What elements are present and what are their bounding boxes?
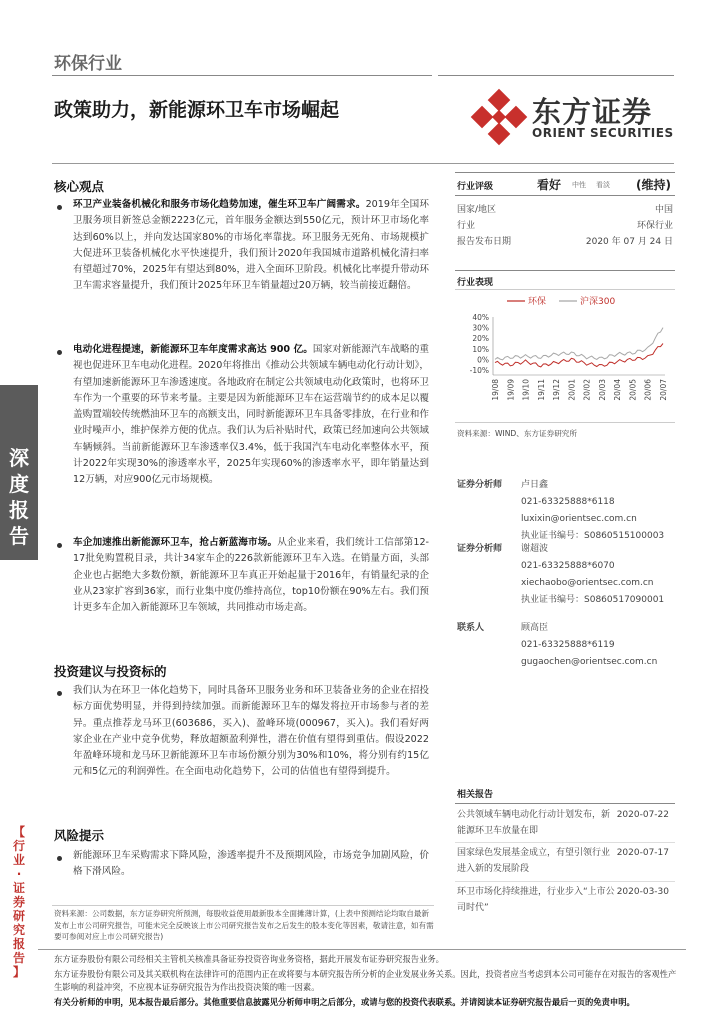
core-paragraph-2 <box>73 342 429 489</box>
series-line-hs300 <box>495 328 663 360</box>
related-heading: 相关报告 <box>457 790 494 800</box>
footer-line-2: 东方证券股份有限公司及其关联机构在法律许可的范围内正在或将要与本研究报告所分析的企业发展业务关系。因此，投资者应当考虑到本公司可能存在对报告的客观性产生影响的利益冲突，不应视本证券研究报告为作出投资决策的唯一因素。 <box>54 969 677 992</box>
analyst-phone: 021-63325888*6118 <box>521 497 615 507</box>
bullet-icon <box>57 543 62 548</box>
category-char: 【 <box>12 825 25 839</box>
y-tick-label: 10% <box>472 344 489 354</box>
y-tick-label: -10% <box>469 366 489 375</box>
related-title[interactable]: 国家绿色发展基金成立，有望引领行业进入新的发展阶段 <box>457 848 611 874</box>
risk-paragraph: 新能源环卫车采购需求下降风险，渗透率提升不及预期风险，市场竞争加剧风险，价格下滑风险。 <box>73 850 429 878</box>
report-type-char: 报 <box>9 498 29 522</box>
related-item[interactable] <box>457 807 673 839</box>
category-char: 业 <box>12 853 25 867</box>
rating-bottom-divider <box>455 195 675 196</box>
core-p2-body: 国家对新能源汽车战略的重视也促进环卫车电动化进程。2020年将推出《推动公共领域车辆电动化行动计划》，有望加速新能源环卫车渗透速度。各地政府在制定公共领域电动化政策时，也将环卫车作为一个重要的环节来考量。主要是因为新能源环卫车在运营端节约的成本足以覆盖购置端较传统燃油环卫车的高额支出，同时新能源环卫车具备零排放，在行业和作业时噪声小，维护保养方便的优点。我们认为后补贴时代，政策已经加速向公共领域车辆倾斜。当前新能源环卫车渗透率仅3.4%，低于我国汽车电动化率整体水平，预计2022年实现30%的渗透率水平，2025年实现60%的渗透率水平，即年销量达到12万辆，对应900亿元市场规模。 <box>73 344 429 486</box>
analyst-block <box>521 477 664 545</box>
x-tick-label: 19/10 <box>521 379 531 401</box>
category-char: 行 <box>12 839 25 853</box>
analyst-role: 证券分析师 <box>457 480 503 490</box>
bullet-icon <box>57 205 62 210</box>
invest-paragraph: 我们认为在环卫一体化趋势下，同时具备环卫服务业务和环卫装备业务的企业在招投标方面优势明显，并得到持续加强。而新能源环卫车的爆发将拉开市场参与者的差异。重点推荐龙马环卫(603686，买入)、盈峰环境(000967，买入)。我们看好两家企业在产业中竞争优势，释放超额盈利弹性，潜在价值有望得到重估。假设2022年盈峰环境和龙马环卫新能源环卫车市场份额分别为30%和10%，将分别有约15亿元和5亿元的利润弹性。在全面电动化趋势下，公司的估值也有望得到提升。 <box>73 685 429 778</box>
related-item[interactable] <box>457 845 673 877</box>
info-row <box>457 202 673 216</box>
analyst-cert: 执业证书编号：S0860517090001 <box>521 595 665 605</box>
category-char: 究 <box>12 923 25 937</box>
footnote: 资料来源：公司数据，东方证券研究所预测，每股收益使用最新股本全面摊薄计算，(上表中预测结论均取自最新发布上市公司研究报告，可能未完全反映该上市公司研究报告发布之后发生的股本变化等因素，敬请注意，如有需要可参阅对应上市公司研究报告) <box>54 909 434 941</box>
risk-heading: 风险提示 <box>54 828 105 843</box>
rating-top-divider <box>455 172 675 173</box>
rating-label: 行业评级 <box>457 182 494 192</box>
chart-source-divider <box>455 422 675 423</box>
core-paragraph-3 <box>73 535 429 616</box>
contact-phone: 021-63325888*6119 <box>521 640 615 650</box>
rating-row <box>455 176 675 196</box>
invest-heading: 投资建议与投资标的 <box>54 664 167 679</box>
x-tick-label: 20/06 <box>643 379 653 401</box>
x-tick-label: 20/05 <box>628 379 638 401</box>
x-tick-label: 19/08 <box>491 379 500 401</box>
footer-line-1: 东方证券股份有限公司经相关主管机关核准具备证券投资咨询业务资格，据此开展发布证券研究报告业务。 <box>54 954 444 964</box>
series-line-env <box>495 344 663 367</box>
category-char: 券 <box>12 895 25 909</box>
analyst-email[interactable]: xiechaobo@orientsec.com.cn <box>521 578 654 588</box>
analyst-name: 谢超波 <box>521 544 549 554</box>
y-tick-label: 40% <box>472 313 489 322</box>
info-row <box>457 234 673 248</box>
category-char: 告 <box>12 951 25 965</box>
logo-text-en: ORIENT SECURITIES <box>532 126 674 140</box>
x-tick-label: 20/01 <box>567 379 577 401</box>
x-tick-label: 19/09 <box>506 379 516 401</box>
category-char: · <box>16 867 22 881</box>
analyst-phone: 021-63325888*6070 <box>521 561 615 571</box>
chart-source: 资料来源：WIND、东方证券研究所 <box>457 429 577 438</box>
industry-label: 环保行业 <box>54 54 122 74</box>
related-date: 2020-07-17 <box>616 848 669 858</box>
legend-label-hs300: 沪深300 <box>580 297 616 307</box>
related-row-divider <box>455 842 675 843</box>
core-p3-lead: 车企加速推出新能源环卫车，抢占新蓝海市场。 <box>73 537 278 548</box>
perf-heading: 行业表现 <box>457 278 494 288</box>
related-date: 2020-07-22 <box>616 810 669 820</box>
category-char: 】 <box>12 965 25 979</box>
analyst-block <box>521 541 664 609</box>
report-type-char: 深 <box>9 446 29 470</box>
x-tick-label: 19/12 <box>552 379 562 401</box>
x-tick-label: 20/03 <box>597 379 607 401</box>
contact-name: 顾高臣 <box>521 623 549 633</box>
footnote-divider <box>52 905 434 906</box>
core-p1-body: 2019年全国环卫服务项目新签总金额2223亿元，首年服务金额达到550亿元，预计环卫市场化率达到60%以上，并向发达国家80%的市场化率靠拢。环卫服务无死角、市场规模扩大促进环卫装备机械化水平快速提升，我们预计2020年我国城市道路机械化清扫率有望超过70%，2025年有望达到80%，进入全面环卫阶段。机械化比率提升带动环卫车需求容量提升，我们预计2025年环卫车销量超过20万辆，较当前接近翻倍。 <box>73 199 430 292</box>
rating-bearish: 看淡 <box>596 181 610 189</box>
category-char: 研 <box>12 909 25 923</box>
y-tick-label: 0% <box>477 355 489 365</box>
rating-current: 看好 <box>537 178 562 192</box>
core-paragraph-1 <box>73 197 429 295</box>
perf-divider <box>455 270 675 271</box>
report-type-band <box>0 385 38 560</box>
logo-text-cn: 东方证券 <box>532 95 653 129</box>
info-key: 国家/地区 <box>457 205 497 215</box>
x-tick-label: 20/07 <box>659 379 668 401</box>
page-title: 政策助力，新能源环卫车市场崛起 <box>54 99 340 121</box>
performance-chart <box>455 292 675 417</box>
report-type-char: 度 <box>9 472 29 496</box>
info-value: 中国 <box>654 205 673 215</box>
info-value: 环保行业 <box>636 221 673 231</box>
analyst-role: 证券分析师 <box>457 544 503 554</box>
header-divider <box>438 75 674 76</box>
x-tick-label: 20/02 <box>582 379 592 401</box>
orient-logo-icon <box>470 88 528 146</box>
analyst-cert: 执业证书编号：S0860515100003 <box>521 531 665 541</box>
related-item[interactable] <box>457 884 673 916</box>
analyst-name: 卢日鑫 <box>521 480 549 490</box>
contact-email[interactable]: gugaochen@orientsec.com.cn <box>521 657 658 667</box>
footer-line-3: 有关分析师的申明，见本报告最后部分。其他重要信息披露见分析师申明之后部分，或请与您的投资代表联系。并请阅读本证券研究报告最后一页的免责申明。 <box>54 997 635 1007</box>
title-divider <box>52 163 674 164</box>
rating-neutral: 中性 <box>572 181 586 189</box>
x-tick-label: 20/04 <box>613 379 623 401</box>
related-divider <box>455 803 675 804</box>
info-key: 报告发布日期 <box>457 237 512 247</box>
header-divider <box>52 75 432 76</box>
related-title[interactable]: 环卫市场化持续推进，行业步入“上市公司时代” <box>457 887 615 913</box>
related-title[interactable]: 公共领域车辆电动化行动计划发布，新能源环卫车放量在即 <box>457 810 611 836</box>
info-key: 行业 <box>457 221 476 231</box>
info-value: 2020 年 07 月 24 日 <box>585 237 673 247</box>
contact-block <box>521 620 657 671</box>
y-tick-label: 20% <box>472 334 489 344</box>
footer-divider <box>38 949 686 950</box>
bullet-icon <box>57 691 62 696</box>
related-date: 2020-03-30 <box>616 887 669 897</box>
x-tick-label: 19/11 <box>536 379 546 401</box>
info-row <box>457 218 673 232</box>
rating-status: (维持) <box>636 178 671 192</box>
bullet-icon <box>57 856 62 861</box>
sidebar <box>0 0 38 1024</box>
company-logo <box>470 88 675 148</box>
core-p2-lead: 电动化进程提速，新能源环卫车年度需求高达 900 亿。 <box>73 344 313 355</box>
core-p1-lead: 环卫产业装备机械化和服务市场化趋势加速，催生环卫车广阔需求。 <box>73 199 366 210</box>
contact-role: 联系人 <box>457 623 485 633</box>
report-type-char: 告 <box>9 524 29 548</box>
related-row-divider <box>455 881 675 882</box>
report-category <box>9 825 29 979</box>
category-char: 证 <box>12 881 25 895</box>
category-char: 报 <box>12 937 25 951</box>
analyst-email[interactable]: luxixin@orientsec.com.cn <box>521 514 637 524</box>
bullet-icon <box>57 350 62 355</box>
legend-label-env: 环保 <box>528 297 547 307</box>
y-tick-label: 30% <box>472 323 489 333</box>
core-p3-body: 从企业来看，我们统计工信部第12-17批免购置税目录，共计34家车企的226款新能源环卫车入选。在销量方面，头部企业也占据绝大多数份额，新能源环卫车真正开始起量于2016年，有销量纪录的企业从23家扩容到36家，而行业集中度仍维持高位，top10份额在90%左右。我们预计更多车企加入新能源环卫车领域，共同推动市场走高。 <box>73 537 430 614</box>
core-heading: 核心观点 <box>54 179 105 194</box>
perf-sub-divider <box>455 289 675 290</box>
